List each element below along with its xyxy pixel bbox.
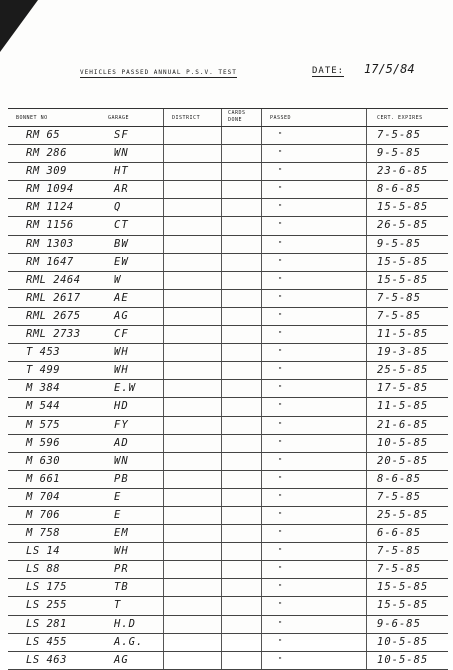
cell-bonnet-no: M 544 (26, 400, 61, 413)
cell-cert-expires: 23-6-85 (366, 163, 448, 180)
cell-cards-done (221, 290, 261, 307)
scan-shadow-corner (0, 0, 38, 52)
cell-garage: PR (114, 563, 129, 576)
column-header-cards-done: CARDS DONE (221, 109, 261, 126)
cell-cert-expires: 25-5-85 (366, 507, 448, 524)
cell-cards-done (221, 652, 261, 669)
cell-garage: AG (114, 309, 129, 322)
cell-bonnet-no: LS 281 (26, 617, 67, 630)
cell-passed: " (261, 453, 366, 470)
cell-bonnet-no: RML 2464 (26, 273, 81, 286)
table-row (8, 579, 448, 597)
cell-bonnet-no: RM 1094 (26, 183, 74, 196)
table-row (8, 417, 448, 435)
table-row (8, 453, 448, 471)
cell-cards-done (221, 616, 261, 633)
cell-district (163, 290, 221, 307)
cell-cert-expires: 11-5-85 (366, 398, 448, 415)
cell-cert-expires: 9-5-85 (366, 145, 448, 162)
table-row (8, 163, 448, 181)
cell-cert-expires: 21-6-85 (366, 417, 448, 434)
cell-district (163, 326, 221, 343)
cell-cards-done (221, 507, 261, 524)
cell-passed: " (261, 145, 366, 162)
column-header-bonnet-no: BONNET NO (16, 115, 48, 121)
cell-bonnet-no: M 575 (26, 418, 61, 431)
cell-bonnet-no: M 661 (26, 472, 61, 485)
cell-district (163, 543, 221, 560)
cell-garage: WN (114, 454, 129, 467)
cell-bonnet-no: RM 1303 (26, 237, 74, 250)
cell-district (163, 525, 221, 542)
table-row (8, 217, 448, 235)
cell-bonnet-no: RML 2733 (26, 328, 81, 341)
cell-district (163, 417, 221, 434)
cell-cards-done (221, 362, 261, 379)
cell-cards-done (221, 308, 261, 325)
cell-district (163, 579, 221, 596)
cell-cert-expires: 17-5-85 (366, 380, 448, 397)
cell-district (163, 199, 221, 216)
cell-garage: W (114, 273, 122, 286)
table-row (8, 290, 448, 308)
table-row (8, 435, 448, 453)
cell-cert-expires: 9-6-85 (366, 616, 448, 633)
cell-garage: WH (114, 364, 129, 377)
cell-passed: " (261, 616, 366, 633)
table-row (8, 145, 448, 163)
column-header-passed: PASSED (261, 109, 366, 126)
table-row (8, 326, 448, 344)
table-row (8, 199, 448, 217)
cell-district (163, 597, 221, 614)
table-row (8, 344, 448, 362)
cell-passed: " (261, 199, 366, 216)
cell-cards-done (221, 634, 261, 651)
cell-cards-done (221, 453, 261, 470)
cell-cards-done (221, 417, 261, 434)
cell-bonnet-no: LS 255 (26, 599, 67, 612)
table-header-row (8, 108, 448, 127)
cell-garage: WH (114, 545, 129, 558)
cell-cert-expires: 19-3-85 (366, 344, 448, 361)
cell-bonnet-no: M 596 (26, 436, 61, 449)
table-row (8, 272, 448, 290)
cell-garage: E.W (114, 382, 136, 395)
cell-garage: WH (114, 346, 129, 359)
cell-passed: " (261, 326, 366, 343)
cell-bonnet-no: RML 2617 (26, 291, 81, 304)
table-row (8, 634, 448, 652)
cell-bonnet-no: LS 88 (26, 563, 61, 576)
cell-district (163, 652, 221, 669)
cell-bonnet-no: RM 65 (26, 129, 61, 141)
cell-cards-done (221, 579, 261, 596)
cell-cert-expires: 15-5-85 (366, 254, 448, 271)
cell-bonnet-no: RM 1647 (26, 255, 74, 268)
cell-district (163, 236, 221, 253)
cell-cert-expires: 6-6-85 (366, 525, 448, 542)
cell-bonnet-no: RM 286 (26, 147, 67, 160)
table-row (8, 616, 448, 634)
cell-garage: EW (114, 255, 129, 268)
cell-bonnet-no: RML 2675 (26, 309, 81, 322)
cell-passed: " (261, 217, 366, 234)
cell-district (163, 127, 221, 144)
cell-garage: AE (114, 291, 129, 304)
cell-cert-expires: 8-6-85 (366, 181, 448, 198)
cell-garage: CT (114, 219, 129, 232)
column-header-garage: GARAGE (108, 115, 130, 121)
table-row (8, 489, 448, 507)
cell-cert-expires: 25-5-85 (366, 362, 448, 379)
cell-bonnet-no: M 704 (26, 490, 61, 503)
cell-district (163, 272, 221, 289)
cell-district (163, 145, 221, 162)
cell-garage: CF (114, 328, 129, 341)
cell-cards-done (221, 326, 261, 343)
cell-cards-done (221, 543, 261, 560)
cell-cards-done (221, 471, 261, 488)
cell-cert-expires: 15-5-85 (366, 579, 448, 596)
table-row (8, 254, 448, 272)
cell-garage: E (114, 490, 122, 503)
cell-garage: HD (114, 400, 129, 413)
cell-district (163, 616, 221, 633)
date-value: 17/5/84 (364, 62, 415, 76)
cell-bonnet-no: M 706 (26, 508, 61, 521)
cell-garage: HT (114, 165, 129, 178)
table-row (8, 308, 448, 326)
table-row (8, 181, 448, 199)
cell-bonnet-no: M 758 (26, 527, 61, 540)
cell-cards-done (221, 145, 261, 162)
cell-cert-expires: 8-6-85 (366, 471, 448, 488)
cell-cert-expires: 7-5-85 (366, 561, 448, 578)
cell-garage: E (114, 508, 122, 521)
cell-passed: " (261, 308, 366, 325)
cell-passed: " (261, 543, 366, 560)
cell-cert-expires: 10-5-85 (366, 652, 448, 669)
document-title: VEHICLES PASSED ANNUAL P.S.V. TEST (80, 69, 237, 76)
cell-cert-expires: 9-5-85 (366, 236, 448, 253)
cell-bonnet-no: M 630 (26, 454, 61, 467)
cell-garage: AD (114, 436, 129, 449)
cell-district (163, 254, 221, 271)
cell-passed: " (261, 398, 366, 415)
cell-cert-expires: 10-5-85 (366, 435, 448, 452)
cell-cards-done (221, 597, 261, 614)
cell-bonnet-no: LS 463 (26, 653, 67, 666)
cell-bonnet-no: T 453 (26, 346, 61, 359)
cell-garage: BW (114, 237, 129, 250)
cell-cert-expires: 26-5-85 (366, 217, 448, 234)
table-row (8, 471, 448, 489)
cell-cards-done (221, 163, 261, 180)
cell-district (163, 344, 221, 361)
cell-garage: AG (114, 653, 129, 666)
cell-district (163, 217, 221, 234)
cell-cert-expires: 7-5-85 (366, 127, 448, 144)
cell-district (163, 362, 221, 379)
cell-cert-expires: 15-5-85 (366, 597, 448, 614)
cell-cards-done (221, 525, 261, 542)
cell-cards-done (221, 435, 261, 452)
cell-passed: " (261, 417, 366, 434)
cell-cert-expires: 7-5-85 (366, 308, 448, 325)
table-row (8, 236, 448, 254)
cell-cards-done (221, 561, 261, 578)
cell-district (163, 453, 221, 470)
cell-passed: " (261, 471, 366, 488)
table-row (8, 380, 448, 398)
cell-passed: " (261, 163, 366, 180)
cell-garage: WN (114, 147, 129, 160)
table-row (8, 597, 448, 615)
cell-garage: FY (114, 418, 129, 431)
cell-bonnet-no: RM 1156 (26, 219, 74, 232)
cell-cards-done (221, 199, 261, 216)
cell-district (163, 634, 221, 651)
table-row (8, 362, 448, 380)
cell-passed: " (261, 579, 366, 596)
cell-bonnet-no: LS 175 (26, 581, 67, 594)
column-header-district: DISTRICT (163, 109, 221, 126)
cell-cards-done (221, 344, 261, 361)
table-row (8, 561, 448, 579)
vehicles-table (8, 108, 448, 670)
cell-cards-done (221, 272, 261, 289)
cell-garage: T (114, 599, 122, 612)
cell-passed: " (261, 236, 366, 253)
cell-district (163, 163, 221, 180)
cell-cert-expires: 15-5-85 (366, 199, 448, 216)
cell-cards-done (221, 236, 261, 253)
cell-cards-done (221, 398, 261, 415)
cell-bonnet-no: RM 1124 (26, 201, 74, 214)
table-row (8, 543, 448, 561)
cell-cards-done (221, 489, 261, 506)
cell-cert-expires: 15-5-85 (366, 272, 448, 289)
cell-garage: PB (114, 472, 129, 485)
cell-passed: " (261, 507, 366, 524)
cell-district (163, 507, 221, 524)
cell-passed: " (261, 597, 366, 614)
cell-passed: " (261, 127, 366, 144)
table-row (8, 507, 448, 525)
cell-district (163, 181, 221, 198)
cell-district (163, 561, 221, 578)
cell-cert-expires: 7-5-85 (366, 543, 448, 560)
cell-cards-done (221, 217, 261, 234)
cell-passed: " (261, 652, 366, 669)
cell-garage: AR (114, 183, 129, 196)
cell-passed: " (261, 272, 366, 289)
cell-passed: " (261, 254, 366, 271)
document-header (80, 62, 440, 80)
table-row (8, 127, 448, 145)
cell-passed: " (261, 344, 366, 361)
cell-passed: " (261, 489, 366, 506)
cell-garage: Q (114, 201, 122, 214)
table-body (8, 127, 448, 670)
cell-passed: " (261, 380, 366, 397)
cell-cards-done (221, 181, 261, 198)
cell-bonnet-no: M 384 (26, 382, 61, 395)
cell-district (163, 308, 221, 325)
cell-garage: H.D (114, 617, 136, 630)
cell-passed: " (261, 290, 366, 307)
cell-garage: EM (114, 527, 129, 540)
cell-garage: SF (114, 129, 129, 141)
cell-passed: " (261, 362, 366, 379)
cell-passed: " (261, 181, 366, 198)
cell-bonnet-no: RM 309 (26, 165, 67, 178)
cell-cert-expires: 7-5-85 (366, 290, 448, 307)
cell-district (163, 489, 221, 506)
cell-bonnet-no: LS 455 (26, 635, 67, 648)
cell-bonnet-no: LS 14 (26, 545, 61, 558)
cell-district (163, 471, 221, 488)
cell-cert-expires: 11-5-85 (366, 326, 448, 343)
column-header-cert-expires: CERT. EXPIRES (366, 109, 448, 126)
cell-garage: TB (114, 581, 129, 594)
cell-district (163, 380, 221, 397)
cell-passed: " (261, 634, 366, 651)
cell-passed: " (261, 561, 366, 578)
cell-district (163, 398, 221, 415)
cell-cert-expires: 7-5-85 (366, 489, 448, 506)
date-label: DATE: (312, 66, 345, 76)
table-row (8, 398, 448, 416)
cell-cards-done (221, 127, 261, 144)
cell-cert-expires: 20-5-85 (366, 453, 448, 470)
cell-passed: " (261, 435, 366, 452)
cell-garage: A.G. (114, 635, 144, 648)
cell-cards-done (221, 380, 261, 397)
table-row (8, 525, 448, 543)
cell-district (163, 435, 221, 452)
cell-bonnet-no: T 499 (26, 364, 61, 377)
table-row (8, 652, 448, 670)
cell-passed: " (261, 525, 366, 542)
cell-cert-expires: 10-5-85 (366, 634, 448, 651)
cell-cards-done (221, 254, 261, 271)
